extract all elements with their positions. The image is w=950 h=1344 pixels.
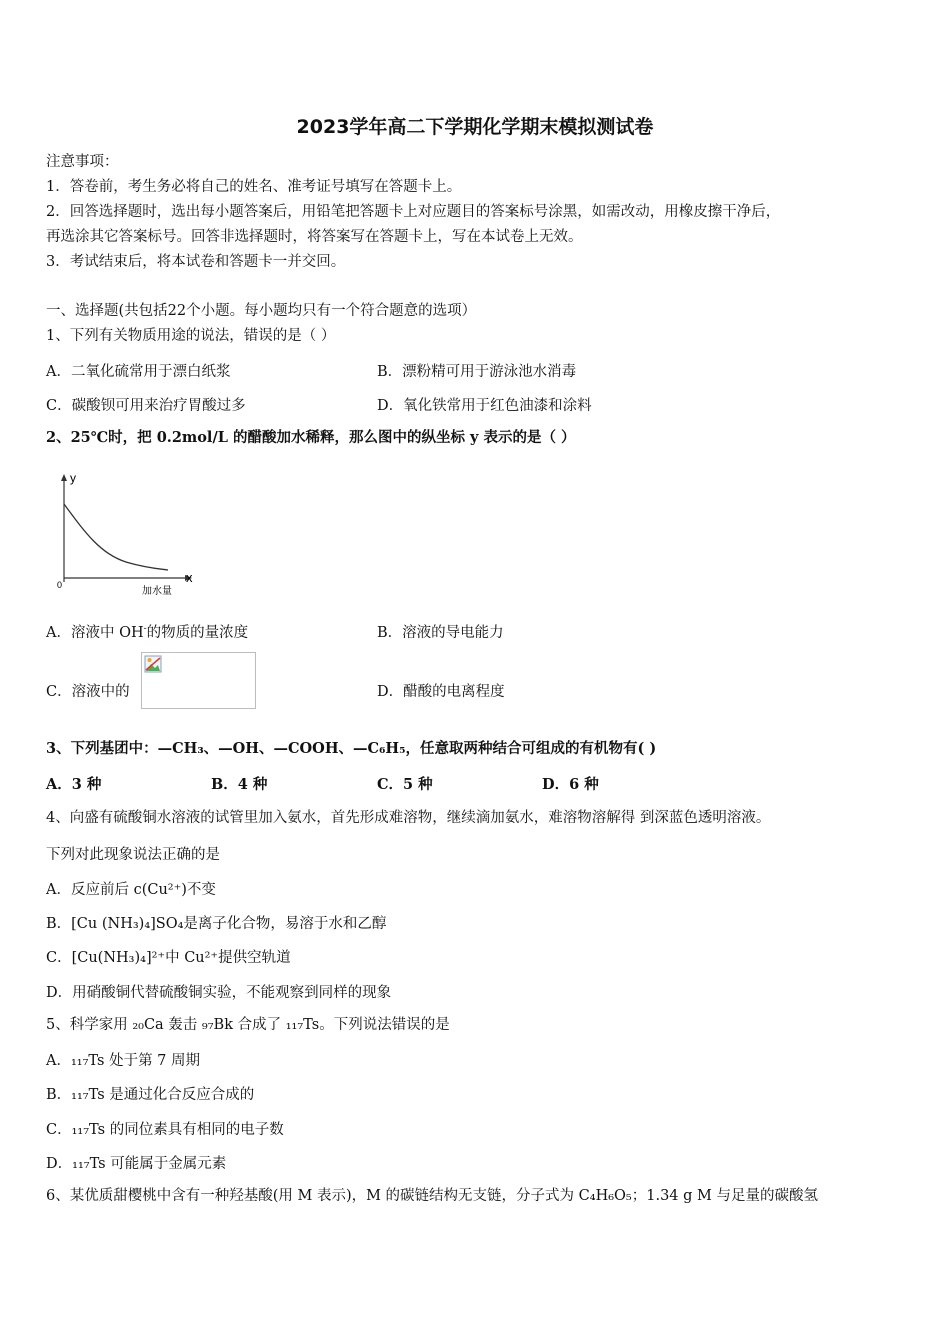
q4-option-b: B．[Cu (NH₃)₄]SO₄是离子化合物，易溶于水和乙醇 bbox=[46, 916, 387, 932]
question-1-stem: 1、下列有关物质用途的说法，错误的是（ ） bbox=[46, 328, 336, 344]
q1-option-a: A．二氧化硫常用于漂白纸浆 bbox=[46, 364, 231, 380]
q1-option-c: C．碳酸钡可用来治疗胃酸过多 bbox=[46, 398, 246, 414]
q4-option-a: A．反应前后 c(Cu²⁺)不变 bbox=[46, 882, 216, 898]
q3-option-d: D．6 种 bbox=[542, 776, 599, 793]
q3-option-a: A．3 种 bbox=[46, 776, 102, 793]
notice-item: 2．回答选择题时，选出每小题答案后，用铅笔把答题卡上对应题目的答案标号涂黑，如需改动，用橡皮擦干净后， bbox=[46, 204, 781, 220]
notice-item: 3．考试结束后，将本试卷和答题卡一并交回。 bbox=[46, 254, 346, 270]
question-3-stem: 3、下列基团中：—CH₃、—OH、—COOH、—C₆H₅，任意取两种结合可组成的有机物有( ) bbox=[46, 740, 657, 757]
question-2-stem: 2、25℃时，把 0.2mol/L 的醋酸加水稀释，那么图中的纵坐标 y 表示的是（ ） bbox=[46, 429, 576, 446]
q3-option-c: C．5 种 bbox=[377, 776, 433, 793]
question-4-stem: 4、向盛有硫酸铜水溶液的试管里加入氨水，首先形成难溶物，继续滴加氨水，难溶物溶解得 到深蓝色透明溶液。 bbox=[46, 810, 771, 826]
notice-item: 再选涂其它答案标号。回答非选择题时，将答案写在答题卡上，写在本试卷上无效。 bbox=[46, 229, 583, 245]
q2-option-b: B．溶液的导电能力 bbox=[377, 625, 504, 641]
y-axis-label: y bbox=[70, 471, 76, 485]
section-heading: 一、选择题(共包括22个小题。每小题均只有一个符合题意的选项） bbox=[46, 303, 477, 319]
x-caption: 加水量 bbox=[142, 586, 172, 597]
x-axis-label: x bbox=[186, 570, 193, 585]
notice-heading: 注意事项： bbox=[46, 154, 119, 170]
question-4-stem-cont: 下列对此现象说法正确的是 bbox=[46, 847, 220, 863]
origin-label: 0 bbox=[57, 580, 63, 590]
q1-option-d: D．氧化铁常用于红色油漆和涂料 bbox=[377, 398, 592, 414]
notice-item: 1．答卷前，考生务必将自己的姓名、准考证号填写在答题卡上。 bbox=[46, 179, 462, 195]
q5-option-d: D．₁₁₇Ts 可能属于金属元素 bbox=[46, 1156, 227, 1172]
y-axis-arrow bbox=[61, 474, 67, 481]
decay-curve bbox=[64, 504, 168, 570]
q2-option-d: D．醋酸的电离程度 bbox=[377, 684, 505, 700]
dilution-graph bbox=[46, 466, 206, 606]
q1-option-b: B．漂粉精可用于游泳池水消毒 bbox=[377, 364, 577, 380]
q2-option-a: A．溶液中 OH-的物质的量浓度 bbox=[46, 624, 249, 641]
question-5-stem: 5、科学家用 ₂₀Ca 轰击 ₉₇Bk 合成了 ₁₁₇Ts。下列说法错误的是 bbox=[46, 1017, 450, 1033]
q4-option-d: D．用硝酸铜代替硫酸铜实验，不能观察到同样的现象 bbox=[46, 985, 392, 1001]
q4-option-c: C．[Cu(NH₃)₄]²⁺中 Cu²⁺提供空轨道 bbox=[46, 950, 291, 966]
q5-option-a: A．₁₁₇Ts 处于第 7 周期 bbox=[46, 1053, 201, 1069]
q5-option-b: B．₁₁₇Ts 是通过化合反应合成的 bbox=[46, 1087, 255, 1103]
broken-image bbox=[141, 652, 256, 709]
q2-option-c: C．溶液中的 bbox=[46, 684, 130, 700]
page-title: 2023学年高二下学期化学期末模拟测试卷 bbox=[296, 116, 654, 138]
question-6-stem: 6、某优质甜樱桃中含有一种羟基酸(用 M 表示)，M 的碳链结构无支链，分子式为 C₄H₆O₅；1.34 g M 与足量的碳酸氢 bbox=[46, 1188, 818, 1204]
broken-image-icon bbox=[144, 655, 162, 673]
q3-option-b: B．4 种 bbox=[211, 776, 268, 793]
q5-option-c: C．₁₁₇Ts 的同位素具有相同的电子数 bbox=[46, 1122, 284, 1138]
